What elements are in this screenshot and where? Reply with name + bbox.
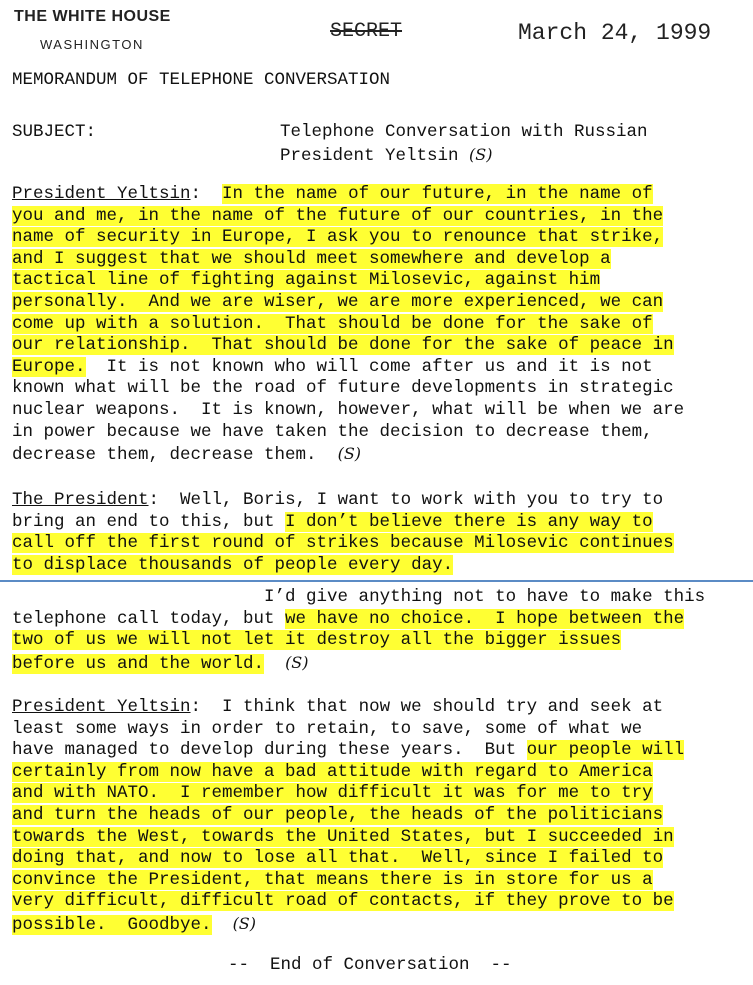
body-text: It is not known who will come after us and it is not bbox=[85, 356, 653, 377]
body-text: nuclear weapons. It is known, however, what will be when we are bbox=[12, 399, 685, 420]
highlighted-text: come up with a solution. That should be done for the sake of bbox=[12, 313, 653, 334]
body-text: known what will be the road of future developments in strategic bbox=[12, 378, 674, 399]
highlighted-text: before us and the world. bbox=[12, 653, 265, 674]
body-text: decrease them, decrease them. bbox=[12, 445, 317, 466]
highlighted-text: our relationship. That should be done for the sake of peace in bbox=[12, 335, 674, 356]
highlighted-text: certainly from now have a bad attitude with regard to America bbox=[12, 761, 653, 782]
highlighted-text: I don’t believe there is any way to bbox=[285, 511, 653, 532]
body-text: bring an end to this, but bbox=[12, 511, 286, 532]
classification-stamp: SECRET bbox=[330, 20, 403, 43]
highlighted-text: and with NATO. I remember how difficult it was for me to try bbox=[12, 783, 653, 804]
speaker-label: The President bbox=[12, 490, 149, 510]
memo-date: March 24, 1999 bbox=[518, 20, 712, 46]
washington-subheading: WASHINGTON bbox=[40, 37, 144, 52]
classification-mark: (S) bbox=[232, 913, 257, 933]
highlighted-text: two of us we will not let it destroy all the bigger issues bbox=[12, 630, 622, 651]
highlighted-text: personally. And we are wiser, we are more experienced, we can bbox=[12, 291, 664, 312]
paragraph-yeltsin-1: President Yeltsin: In the name of our future, in the name of you and me, in the name of the future of our countries, in the name of security in Europe, I ask you to renounce that strike, and I suggest that we should meet somewhere and develop a tactical line of fighting against Milosevic, against him personally. And we are wiser, we are more experienced, we can come up with a solution. That should be done for the sake of our relationship. That should be done for the sake of peace in Europe. It is not known who will come after us and it is not known what will be the road of future developments in strategic nuclear weapons. It is known, however, what will be when we are in power because we have taken the decision to decrease them, decrease them, decrease them. (S) bbox=[12, 184, 685, 466]
speaker-label: President Yeltsin bbox=[12, 184, 191, 204]
highlighted-text: Europe. bbox=[12, 356, 86, 377]
subject-value bbox=[280, 122, 648, 167]
end-of-conversation: -- End of Conversation -- bbox=[228, 955, 512, 975]
highlighted-text: possible. Goodbye. bbox=[12, 914, 212, 935]
highlighted-text: name of security in Europe, I ask you to renounce that strike, bbox=[12, 227, 664, 248]
highlighted-text: call off the first round of strikes because Milosevic continues bbox=[12, 533, 674, 554]
page-break-divider bbox=[0, 580, 753, 582]
highlighted-text: to displace thousands of people every day. bbox=[12, 554, 454, 575]
highlighted-text: our people will bbox=[526, 740, 685, 761]
subject-line-1: Telephone Conversation with Russian bbox=[280, 122, 648, 142]
subject-classification-mark: (S) bbox=[469, 144, 493, 164]
body-text: in power because we have taken the decision to decrease them, bbox=[12, 421, 653, 442]
highlighted-text: and turn the heads of our people, the heads of the politicians bbox=[12, 804, 664, 825]
highlighted-text: very difficult, difficult road of contacts, if they prove to be bbox=[12, 891, 674, 912]
paragraph-yeltsin-2: President Yeltsin: I think that now we should try and seek at least some ways in order to retain, to save, some of what we have managed to develop during these years. But our people will certainly from now have a bad attitude with regard to America and with NATO. I remember how difficult it was for me to try and turn the heads of our people, the heads of the politicians towards the West, towards the United States, but I succeeded in doing that, and now to lose all that. Well, since I failed to convince the President, that means there is in store for us a very difficult, difficult road of contacts, if they prove to be possible. Goodbye. (S) bbox=[12, 697, 685, 935]
highlighted-text: convince the President, that means there is in store for us a bbox=[12, 869, 653, 890]
highlighted-text: we have no choice. I hope between the bbox=[285, 608, 685, 629]
body-text: Well, Boris, I want to work with you to try to bbox=[180, 490, 664, 510]
highlighted-text: tactical line of fighting against Milosevic, against him bbox=[12, 270, 601, 291]
body-text: telephone call today, but bbox=[12, 608, 286, 629]
subject-line-2: President Yeltsin bbox=[280, 145, 459, 166]
paragraph-president-1: The President: Well, Boris, I want to work with you to try to bring an end to this, but I don’t believe there is any way to call off the first round of strikes because Milosevic continues to displace thousands of people every day. bbox=[12, 490, 674, 575]
body-text: I think that now we should try and seek at bbox=[222, 697, 664, 717]
body-text: have managed to develop during these years. But bbox=[12, 740, 527, 761]
body-text: least some ways in order to retain, to save, some of what we bbox=[12, 718, 643, 739]
highlighted-text: towards the West, towards the United States, but I succeeded in bbox=[12, 826, 674, 847]
white-house-heading: THE WHITE HOUSE bbox=[14, 8, 171, 25]
body-text: I’d give anything not to have to make this bbox=[264, 587, 706, 607]
paragraph-president-2 bbox=[12, 587, 705, 675]
classification-mark: (S) bbox=[337, 444, 362, 464]
highlighted-text: doing that, and now to lose all that. Well, since I failed to bbox=[12, 848, 664, 869]
highlighted-text: and I suggest that we should meet somewhere and develop a bbox=[12, 248, 611, 269]
classification-mark: (S) bbox=[285, 652, 309, 672]
highlighted-text: In the name of our future, in the name of bbox=[222, 184, 653, 204]
subject-label: SUBJECT: bbox=[12, 122, 97, 142]
memo-title: MEMORANDUM OF TELEPHONE CONVERSATION bbox=[12, 70, 391, 90]
highlighted-text: you and me, in the name of the future of our countries, in the bbox=[12, 205, 664, 226]
speaker-label: President Yeltsin bbox=[12, 697, 191, 717]
